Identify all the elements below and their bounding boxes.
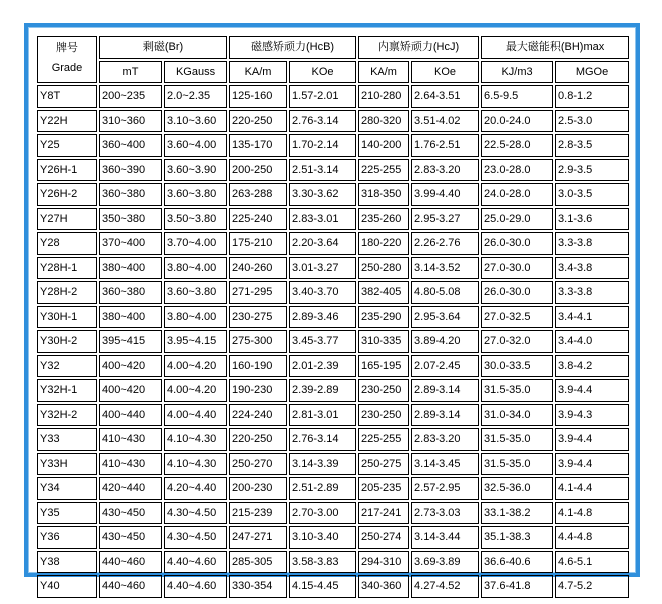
value-cell: 2.89-3.14: [411, 379, 479, 402]
value-cell: 318-350: [358, 183, 409, 206]
value-cell: 4.1-4.8: [555, 502, 629, 525]
value-cell: 3.4-4.0: [555, 330, 629, 353]
value-cell: 4.30~4.50: [164, 502, 227, 525]
value-cell: 3.80~4.00: [164, 306, 227, 329]
grade-cell: Y36: [37, 526, 97, 549]
value-cell: 175-210: [229, 232, 287, 255]
value-cell: 350~380: [99, 208, 162, 231]
value-cell: 200-250: [229, 159, 287, 182]
grade-header-en: Grade: [51, 62, 83, 74]
value-cell: 205-235: [358, 477, 409, 500]
table-body: [37, 85, 629, 598]
value-cell: 2.95-3.27: [411, 208, 479, 231]
value-cell: 24.0-28.0: [481, 183, 553, 206]
value-cell: 27.0-32.0: [481, 330, 553, 353]
value-cell: 250-280: [358, 257, 409, 280]
value-cell: 4.00~4.20: [164, 379, 227, 402]
value-cell: 2.8-3.5: [555, 134, 629, 157]
value-cell: 400~420: [99, 379, 162, 402]
table-row: [37, 183, 629, 206]
value-cell: 285-305: [229, 551, 287, 574]
value-cell: 3.51-4.02: [411, 110, 479, 133]
value-cell: 3.14-3.45: [411, 453, 479, 476]
table-row: [37, 355, 629, 378]
grade-cell: Y27H: [37, 208, 97, 231]
value-cell: 23.0-28.0: [481, 159, 553, 182]
value-cell: 4.4-4.8: [555, 526, 629, 549]
table-row: [37, 428, 629, 451]
table-row: [37, 379, 629, 402]
unit-header: KOe: [289, 61, 356, 84]
unit-header: mT: [99, 61, 162, 84]
value-cell: 2.0~2.35: [164, 85, 227, 108]
unit-header: KOe: [411, 61, 479, 84]
value-cell: 0.8-1.2: [555, 85, 629, 108]
grade-cell: Y26H-1: [37, 159, 97, 182]
value-cell: 2.9-3.5: [555, 159, 629, 182]
value-cell: 360~380: [99, 183, 162, 206]
grade-cell: Y26H-2: [37, 183, 97, 206]
value-cell: 2.76-3.14: [289, 428, 356, 451]
value-cell: 2.89-3.14: [411, 404, 479, 427]
table-row: [37, 526, 629, 549]
value-cell: 3.45-3.77: [289, 330, 356, 353]
value-cell: 4.15-4.45: [289, 575, 356, 598]
value-cell: 35.1-38.3: [481, 526, 553, 549]
value-cell: 3.14-3.52: [411, 257, 479, 280]
grade-header: [37, 36, 97, 83]
unit-header: KGauss: [164, 61, 227, 84]
table-row: [37, 134, 629, 157]
value-cell: 1.70-2.14: [289, 134, 356, 157]
value-cell: 4.7-5.2: [555, 575, 629, 598]
value-cell: 31.0-34.0: [481, 404, 553, 427]
value-cell: 32.5-36.0: [481, 477, 553, 500]
value-cell: 37.6-41.8: [481, 575, 553, 598]
value-cell: 250-275: [358, 453, 409, 476]
value-cell: 22.5-28.0: [481, 134, 553, 157]
table-row: [37, 306, 629, 329]
value-cell: 3.70~4.00: [164, 232, 227, 255]
value-cell: 220-250: [229, 428, 287, 451]
grade-cell: Y28H-1: [37, 257, 97, 280]
hcb-header: 磁感矫顽力(HcB): [229, 36, 356, 59]
value-cell: 6.5-9.5: [481, 85, 553, 108]
value-cell: 2.83-3.01: [289, 208, 356, 231]
value-cell: 235-290: [358, 306, 409, 329]
value-cell: 3.60~4.00: [164, 134, 227, 157]
value-cell: 3.3-3.8: [555, 232, 629, 255]
value-cell: 3.3-3.8: [555, 281, 629, 304]
value-cell: 2.95-3.64: [411, 306, 479, 329]
value-cell: 2.26-2.76: [411, 232, 479, 255]
value-cell: 2.73-3.03: [411, 502, 479, 525]
grade-cell: Y33H: [37, 453, 97, 476]
table-frame-inner: [28, 27, 636, 593]
table-row: [37, 330, 629, 353]
value-cell: 4.30~4.50: [164, 526, 227, 549]
value-cell: 3.9-4.4: [555, 428, 629, 451]
value-cell: 294-310: [358, 551, 409, 574]
table-row: [37, 502, 629, 525]
value-cell: 217-241: [358, 502, 409, 525]
value-cell: 250-274: [358, 526, 409, 549]
value-cell: 190-230: [229, 379, 287, 402]
table-row: [37, 477, 629, 500]
value-cell: 224-240: [229, 404, 287, 427]
value-cell: 3.14-3.44: [411, 526, 479, 549]
table-row: [37, 110, 629, 133]
value-cell: 263-288: [229, 183, 287, 206]
value-cell: 180-220: [358, 232, 409, 255]
value-cell: 3.9-4.3: [555, 404, 629, 427]
value-cell: 2.39-2.89: [289, 379, 356, 402]
table-row: [37, 232, 629, 255]
value-cell: 310-335: [358, 330, 409, 353]
table-row: [37, 85, 629, 108]
value-cell: 3.60~3.80: [164, 281, 227, 304]
hcj-header: 内禀矫顽力(HcJ): [358, 36, 479, 59]
value-cell: 382-405: [358, 281, 409, 304]
value-cell: 3.80~4.00: [164, 257, 227, 280]
value-cell: 31.5-35.0: [481, 428, 553, 451]
value-cell: 2.81-3.01: [289, 404, 356, 427]
table-row: [37, 404, 629, 427]
unit-header: KA/m: [229, 61, 287, 84]
table-row: [37, 257, 629, 280]
grade-cell: Y8T: [37, 85, 97, 108]
value-cell: 2.57-2.95: [411, 477, 479, 500]
grade-cell: Y32: [37, 355, 97, 378]
grade-cell: Y28H-2: [37, 281, 97, 304]
grade-cell: Y38: [37, 551, 97, 574]
value-cell: 2.64-3.51: [411, 85, 479, 108]
table-row: [37, 281, 629, 304]
value-cell: 3.10-3.40: [289, 526, 356, 549]
value-cell: 3.1-3.6: [555, 208, 629, 231]
value-cell: 360~380: [99, 281, 162, 304]
bhmax-header: 最大磁能积(BH)max: [481, 36, 629, 59]
grade-cell: Y32H-1: [37, 379, 97, 402]
value-cell: 220-250: [229, 110, 287, 133]
unit-header: KJ/m3: [481, 61, 553, 84]
value-cell: 4.20~4.40: [164, 477, 227, 500]
value-cell: 310~360: [99, 110, 162, 133]
value-cell: 271-295: [229, 281, 287, 304]
table-row: [37, 208, 629, 231]
value-cell: 395~415: [99, 330, 162, 353]
grade-cell: Y35: [37, 502, 97, 525]
value-cell: 200~235: [99, 85, 162, 108]
value-cell: 225-255: [358, 428, 409, 451]
value-cell: 225-240: [229, 208, 287, 231]
value-cell: 2.83-3.20: [411, 159, 479, 182]
grade-cell: Y28: [37, 232, 97, 255]
value-cell: 165-195: [358, 355, 409, 378]
value-cell: 3.40-3.70: [289, 281, 356, 304]
value-cell: 2.70-3.00: [289, 502, 356, 525]
value-cell: 3.30-3.62: [289, 183, 356, 206]
value-cell: 400~420: [99, 355, 162, 378]
br-header: 剩磁(Br): [99, 36, 227, 59]
grade-cell: Y40: [37, 575, 97, 598]
value-cell: 3.14-3.39: [289, 453, 356, 476]
value-cell: 1.57-2.01: [289, 85, 356, 108]
value-cell: 3.50~3.80: [164, 208, 227, 231]
grade-header-cn: 牌号: [56, 42, 78, 54]
value-cell: 20.0-24.0: [481, 110, 553, 133]
table-row: [37, 551, 629, 574]
grade-cell: Y25: [37, 134, 97, 157]
value-cell: 215-239: [229, 502, 287, 525]
value-cell: 140-200: [358, 134, 409, 157]
table-row: [37, 159, 629, 182]
value-cell: 3.9-4.4: [555, 379, 629, 402]
value-cell: 340-360: [358, 575, 409, 598]
value-cell: 1.76-2.51: [411, 134, 479, 157]
magnet-grade-table: [35, 34, 631, 600]
value-cell: 3.8-4.2: [555, 355, 629, 378]
value-cell: 410~430: [99, 428, 162, 451]
value-cell: 3.9-4.4: [555, 453, 629, 476]
value-cell: 4.40~4.60: [164, 551, 227, 574]
table-row: [37, 575, 629, 598]
value-cell: 440~460: [99, 575, 162, 598]
value-cell: 430~450: [99, 502, 162, 525]
value-cell: 275-300: [229, 330, 287, 353]
value-cell: 26.0-30.0: [481, 232, 553, 255]
value-cell: 400~440: [99, 404, 162, 427]
value-cell: 360~400: [99, 134, 162, 157]
value-cell: 3.60~3.80: [164, 183, 227, 206]
value-cell: 225-255: [358, 159, 409, 182]
value-cell: 4.00~4.40: [164, 404, 227, 427]
value-cell: 4.1-4.4: [555, 477, 629, 500]
value-cell: 30.0-33.5: [481, 355, 553, 378]
value-cell: 370~400: [99, 232, 162, 255]
unit-header: MGOe: [555, 61, 629, 84]
value-cell: 2.5-3.0: [555, 110, 629, 133]
value-cell: 2.51-3.14: [289, 159, 356, 182]
value-cell: 4.00~4.20: [164, 355, 227, 378]
value-cell: 160-190: [229, 355, 287, 378]
value-cell: 4.6-5.1: [555, 551, 629, 574]
value-cell: 250-270: [229, 453, 287, 476]
value-cell: 3.4-3.8: [555, 257, 629, 280]
value-cell: 330-354: [229, 575, 287, 598]
value-cell: 200-230: [229, 477, 287, 500]
value-cell: 36.6-40.6: [481, 551, 553, 574]
value-cell: 4.80-5.08: [411, 281, 479, 304]
value-cell: 3.01-3.27: [289, 257, 356, 280]
grade-cell: Y22H: [37, 110, 97, 133]
value-cell: 25.0-29.0: [481, 208, 553, 231]
value-cell: 2.83-3.20: [411, 428, 479, 451]
value-cell: 3.0-3.5: [555, 183, 629, 206]
value-cell: 4.10~4.30: [164, 428, 227, 451]
grade-cell: Y33: [37, 428, 97, 451]
unit-header: KA/m: [358, 61, 409, 84]
value-cell: 125-160: [229, 85, 287, 108]
value-cell: 3.10~3.60: [164, 110, 227, 133]
value-cell: 410~430: [99, 453, 162, 476]
grade-cell: Y30H-2: [37, 330, 97, 353]
value-cell: 247-271: [229, 526, 287, 549]
value-cell: 360~390: [99, 159, 162, 182]
value-cell: 3.95~4.15: [164, 330, 227, 353]
value-cell: 27.0-30.0: [481, 257, 553, 280]
value-cell: 3.69-3.89: [411, 551, 479, 574]
table-row: [37, 453, 629, 476]
value-cell: 4.10~4.30: [164, 453, 227, 476]
grade-cell: Y34: [37, 477, 97, 500]
value-cell: 3.4-4.1: [555, 306, 629, 329]
value-cell: 2.07-2.45: [411, 355, 479, 378]
value-cell: 420~440: [99, 477, 162, 500]
value-cell: 2.20-3.64: [289, 232, 356, 255]
value-cell: 210-280: [358, 85, 409, 108]
value-cell: 2.89-3.46: [289, 306, 356, 329]
value-cell: 2.01-2.39: [289, 355, 356, 378]
value-cell: 2.76-3.14: [289, 110, 356, 133]
table-frame: [24, 23, 640, 593]
value-cell: 31.5-35.0: [481, 379, 553, 402]
value-cell: 2.51-2.89: [289, 477, 356, 500]
value-cell: 380~400: [99, 306, 162, 329]
grade-cell: Y30H-1: [37, 306, 97, 329]
value-cell: 230-275: [229, 306, 287, 329]
value-cell: 230-250: [358, 404, 409, 427]
value-cell: 280-320: [358, 110, 409, 133]
grade-cell: Y32H-2: [37, 404, 97, 427]
value-cell: 3.60~3.90: [164, 159, 227, 182]
value-cell: 380~400: [99, 257, 162, 280]
value-cell: 4.27-4.52: [411, 575, 479, 598]
value-cell: 3.58-3.83: [289, 551, 356, 574]
value-cell: 3.99-4.40: [411, 183, 479, 206]
value-cell: 26.0-30.0: [481, 281, 553, 304]
value-cell: 235-260: [358, 208, 409, 231]
value-cell: 4.40~4.60: [164, 575, 227, 598]
value-cell: 430~450: [99, 526, 162, 549]
value-cell: 440~460: [99, 551, 162, 574]
value-cell: 33.1-38.2: [481, 502, 553, 525]
value-cell: 230-250: [358, 379, 409, 402]
value-cell: 240-260: [229, 257, 287, 280]
value-cell: 3.89-4.20: [411, 330, 479, 353]
value-cell: 135-170: [229, 134, 287, 157]
value-cell: 31.5-35.0: [481, 453, 553, 476]
value-cell: 27.0-32.5: [481, 306, 553, 329]
